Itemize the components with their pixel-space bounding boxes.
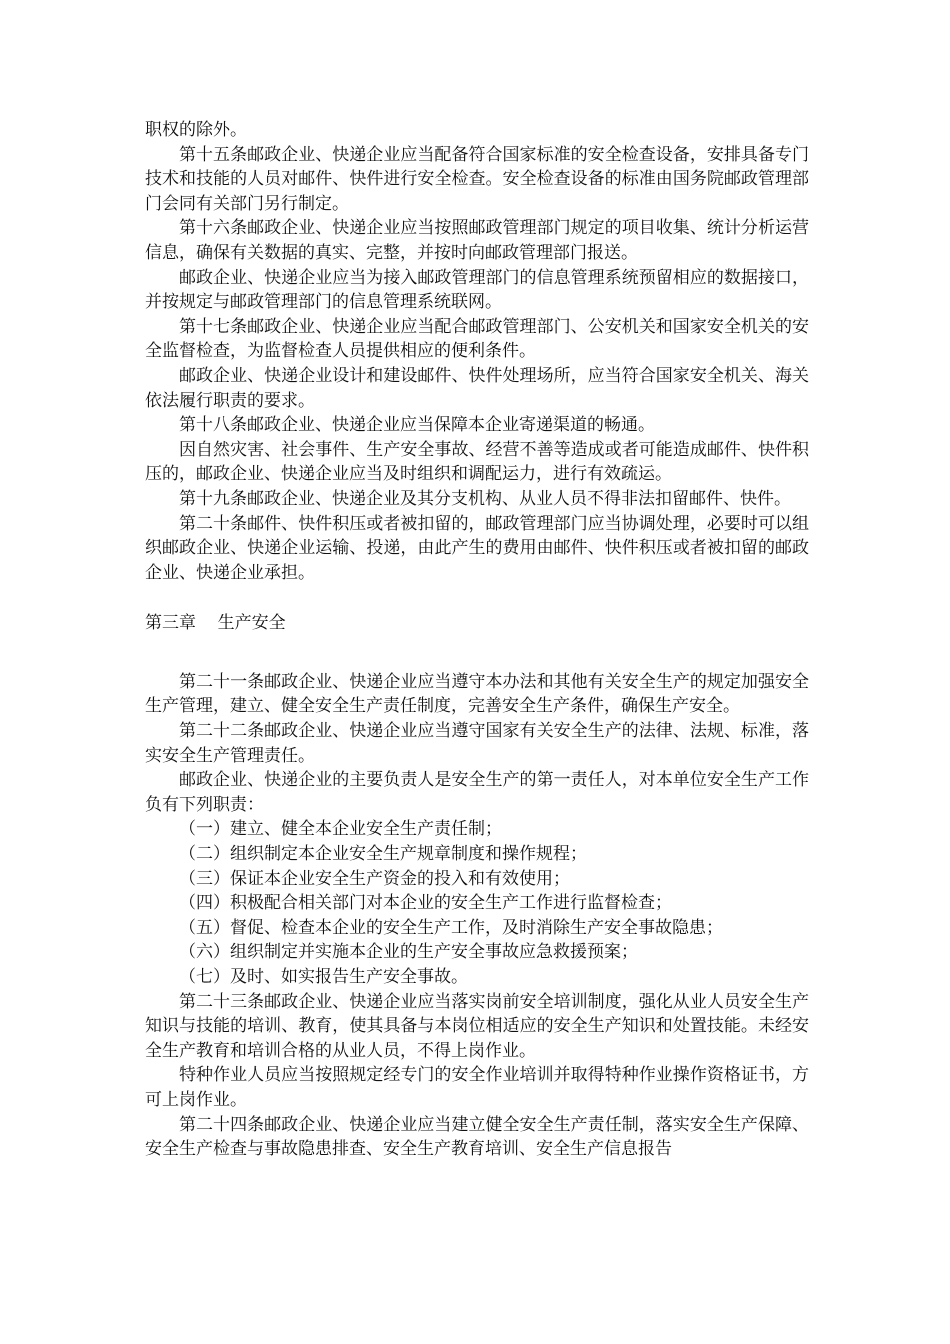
paragraph: 第十八条邮政企业、快递企业应当保障本企业寄递渠道的畅通。 xyxy=(179,415,655,436)
duty-item: （四）积极配合相关部门对本企业的安全生产工作进行监督检查； xyxy=(179,893,672,914)
duty-item: （一）建立、健全本企业安全生产责任制； xyxy=(179,819,502,840)
paragraph: 第二十一条邮政企业、快递企业应当遵守本办法和其他有关安全生产的规定加强安全生产管理，建立、健全安全生产责任制度，完善安全生产条件，确保生产安全。 xyxy=(145,671,809,717)
paragraph: 邮政企业、快递企业设计和建设邮件、快件处理场所，应当符合国家安全机关、海关依法履行职责的要求。 xyxy=(145,365,809,411)
paragraph: 邮政企业、快递企业的主要负责人是安全生产的第一责任人，对本单位安全生产工作负有下列职责： xyxy=(145,770,809,815)
paragraphs-before-chapter xyxy=(145,118,809,585)
paragraphs-after-chapter xyxy=(145,670,809,818)
paragraphs-end xyxy=(145,990,809,1162)
duty-item: （七）及时、如实报告生产安全事故。 xyxy=(179,967,468,987)
duty-item: （五）督促、检查本企业的安全生产工作，及时消除生产安全事故隐患； xyxy=(179,917,723,938)
chapter-heading: 第三章 生产安全 xyxy=(145,613,286,634)
paragraph: 因自然灾害、社会事件、生产安全事故、经营不善等造成或者可能造成邮件、快件积压的，邮政企业、快递企业应当及时组织和调配运力，进行有效疏运。 xyxy=(145,439,809,485)
paragraph: 第二十三条邮政企业、快递企业应当落实岗前安全培训制度，强化从业人员安全生产知识与技能的培训、教育，使其具备与本岗位相适应的安全生产知识和处置技能。未经安全生产教育和培训合格的从业人员，不得上岗作业。 xyxy=(145,991,809,1061)
duty-item: （六）组织制定并实施本企业的生产安全事故应急救援预案； xyxy=(179,942,638,963)
paragraph: 第十五条邮政企业、快递企业应当配备符合国家标准的安全检查设备，安排具备专门技术和技能的人员对邮件、快件进行安全检查。安全检查设备的标准由国务院邮政管理部门会同有关部门另行制定。 xyxy=(145,144,809,214)
paragraph: 特种作业人员应当按照规定经专门的安全作业培训并取得特种作业操作资格证书，方可上岗作业。 xyxy=(145,1065,809,1110)
paragraph: 第十七条邮政企业、快递企业应当配合邮政管理部门、公安机关和国家安全机关的安全监督检查，为监督检查人员提供相应的便利条件。 xyxy=(145,316,809,362)
paragraph: 第二十四条邮政企业、快递企业应当建立健全安全生产责任制，落实安全生产保障、安全生产检查与事故隐患排查、安全生产教育培训、安全生产信息报告 xyxy=(145,1114,809,1160)
paragraph: 邮政企业、快递企业应当为接入邮政管理部门的信息管理系统预留相应的数据接口，并按规定与邮政管理部门的信息管理系统联网。 xyxy=(145,267,809,313)
paragraph: 第十六条邮政企业、快递企业应当按照邮政管理部门规定的项目收集、统计分析运营信息，确保有关数据的真实、完整，并按时向邮政管理部门报送。 xyxy=(145,218,809,263)
duty-item: （三）保证本企业安全生产资金的投入和有效使用； xyxy=(179,868,570,889)
paragraph: 第十九条邮政企业、快递企业及其分支机构、从业人员不得非法扣留邮件、快件。 xyxy=(179,488,791,509)
document-body xyxy=(145,118,809,1162)
paragraph: 第二十条邮件、快件积压或者被扣留的，邮政管理部门应当协调处理，必要时可以组织邮政企业、快递企业运输、投递，由此产生的费用由邮件、快件积压或者被扣留的邮政企业、快递企业承担。 xyxy=(145,513,809,583)
duty-list xyxy=(145,817,809,989)
paragraph: 职权的除外。 xyxy=(145,120,247,140)
duty-item: （二）组织制定本企业安全生产规章制度和操作规程； xyxy=(179,844,587,865)
paragraph: 第二十二条邮政企业、快递企业应当遵守国家有关安全生产的法律、法规、标准，落实安全生产管理责任。 xyxy=(145,721,809,766)
